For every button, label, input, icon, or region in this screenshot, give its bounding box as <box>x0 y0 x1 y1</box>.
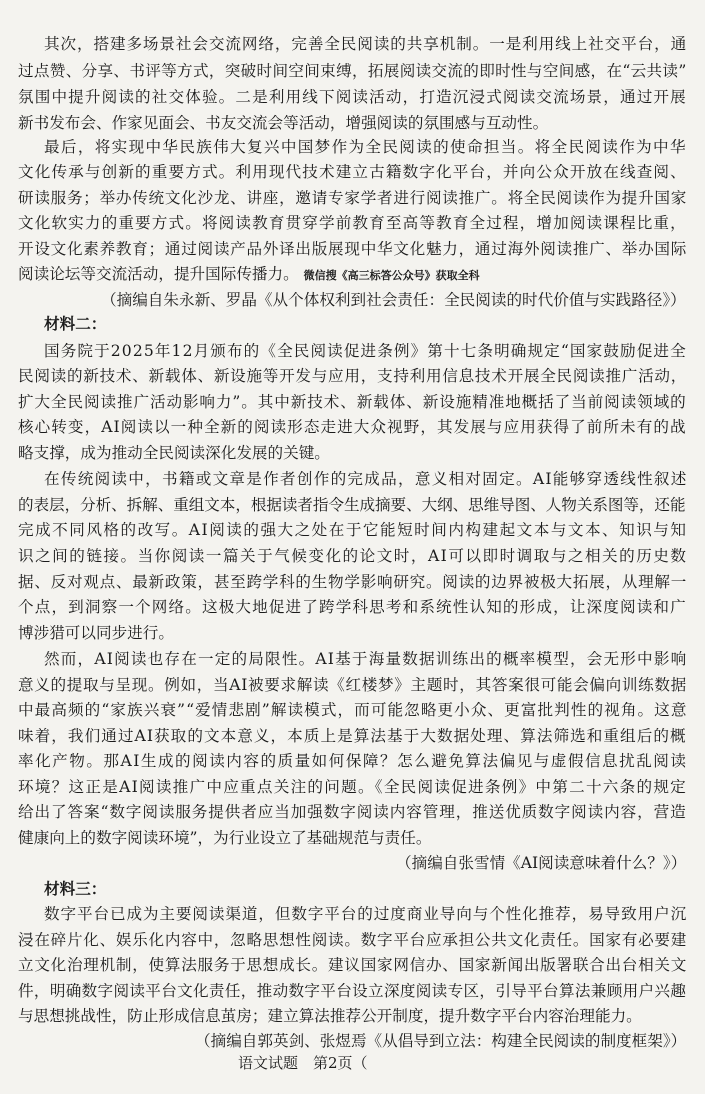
passage2-para3-line: 给出了答案“数字阅读服务提供者应当加强数字阅读内容管理，推送优质数字阅读内容，营造 <box>18 803 687 821</box>
passage2-para2-line: 识之间的链接。当你阅读一篇关于气候变化的论文时，AI可以即时调取与之相关的历史数 <box>18 547 688 565</box>
passage1-source: （摘编自朱永新、罗晶《从个体权利到社会责任：全民阅读的时代价值与实践路径》） <box>101 291 686 309</box>
passage2-para2-line: 个点，到洞察一个网络。这极大地促进了跨学科思考和系统性认知的形成，让深度阅读和广 <box>18 598 687 616</box>
passage2-para1-line: 国务院于2025年12月颁布的《全民阅读促进条例》第十七条明确规定“国家鼓励促进全 <box>44 342 687 360</box>
passage3-para1-line: 与思想挑战性，防止形成信息茧房；建立算法推荐公开制度，提升数字平台内容治理能力。 <box>18 1007 642 1025</box>
passage2-heading: 材料二： <box>44 314 107 333</box>
passage2-para1-line: 核心转变，AI阅读以一种全新的阅读形态走进大众视野，其发展与应用获得了前所未有的战 <box>18 418 687 436</box>
passage2-para3-line: 然而，AI阅读也存在一定的局限性。AI基于海量数据训练出的概率模型，会无形中影响 <box>44 650 688 668</box>
passage2-para3-line: 意义的提取与呈现。例如，当AI被要求解读《红楼梦》主题时，其答案很可能会偏向训练数据 <box>18 676 687 694</box>
passage2-para3-line: 率化产物。那AI生成的阅读内容的质量如何保障？怎么避免算法偏见与虚假信息扰乱阅读 <box>18 752 688 770</box>
passage2-source: （摘编自张雪情《AI阅读意味着什么？》） <box>396 854 687 872</box>
passage1-para1-line: 过点赞、分享、书评等方式，突破时间空间束缚，拓展阅读交流的即时性与空间感，在“云共读” <box>18 62 687 80</box>
passage1-para1-line: 新书发布会、作家见面会、书友交流会等活动，增强阅读的氛围感与互动性。 <box>18 114 549 132</box>
passage3-heading: 材料三： <box>44 879 107 898</box>
passage2-para1-line: 略支撑，成为推动全民阅读深化发展的关键。 <box>18 444 330 462</box>
passage1-para2-line: 文化软实力的重要方式。将阅读教育贯穿学前教育至高等教育全过程，增加阅读课程比重， <box>18 214 687 232</box>
passage2-para1-line: 扩大全民阅读推广活动影响力”。其中新技术、新载体、新设施精准地概括了当前阅读领域的 <box>18 393 687 411</box>
passage3-para1-line: 件，明确数字阅读平台文化责任，推动数字平台设立深度阅读专区，引导平台算法兼顾用户兴趣 <box>18 982 687 1000</box>
passage3-para1-line: 浸在碎片化、娱乐化内容中，忽略思想性阅读。数字平台应承担公共文化责任。国家有必要建 <box>18 931 688 949</box>
passage1-para2-line: 最后，将实现中华民族伟大复兴中国梦作为全民阅读的使命担当。将全民阅读作为中华 <box>44 138 687 156</box>
passage3-source: （摘编自郭英剑、张煜焉《从倡导到立法：构建全民阅读的制度框架》） <box>195 1032 687 1050</box>
passage2-para3-line: 中最高频的“家族兴衰”“爱情悲剧”解读模式，而可能忽略更小众、更富批判性的视角。这意 <box>18 701 688 719</box>
passage1-para2-line: 文化传承与创新的重要方式。利用现代技术建立古籍数字化平台，并向公众开放在线查阅、 <box>18 163 687 181</box>
watermark-text: 微信搜《高三标答公众号》获取全科 <box>303 269 480 282</box>
page-footer: 语文试题 第2页（ <box>238 1054 368 1072</box>
passage2-para2-line: 据、反对观点、最新政策，甚至跨学科的生物学影响研究。阅读的边界被极大拓展，从理解一 <box>18 573 688 591</box>
passage1-para1-line: 其次，搭建多场景社会交流网络，完善全民阅读的共享机制。一是利用线上社交平台，通 <box>44 35 688 53</box>
passage1-para2-line: 阅读论坛等交流活动，提升国际传播力。 微信搜《高三标答公众号》获取全科 <box>18 265 480 283</box>
passage2-para2-line: 的表层，分析、拆解、重组文本，根据读者指令生成摘要、大纲、思维导图、人物关系图等，还能 <box>18 496 686 514</box>
passage2-para1-line: 民阅读的新技术、新载体、新设施等开发与应用，支持利用信息技术开展全民阅读推广活动， <box>18 367 688 385</box>
passage2-para2-line: 博涉猎可以同步进行。 <box>18 624 174 642</box>
passage2-para3-line: 环境？这正是AI阅读推广中应重点关注的问题。《全民阅读促进条例》中第二十六条的规定 <box>18 778 688 796</box>
passage2-para3-line: 健康向上的数字阅读环境”，为行业设立了基础规范与责任。 <box>18 829 432 847</box>
passage2-para3-line: 味着，我们通过AI获取的文本意义，本质上是算法基于大数据处理、算法筛选和重组后的概 <box>18 727 687 745</box>
passage1-para1-line: 氛围中提升阅读的社交体验。二是利用线下阅读活动，打造沉浸式阅读交流场景，通过开展 <box>18 88 687 106</box>
passage2-para2-line: 完成不同风格的改写。AI阅读的强大之处在于它能短时间内构建起文本与文本、知识与知 <box>18 521 688 539</box>
passage3-para1-line: 数字平台已成为主要阅读渠道，但数字平台的过度商业导向与个性化推荐，易导致用户沉 <box>44 905 688 923</box>
passage1-para2-line: 研读服务；举办传统文化沙龙、讲座，邀请专家学者进行阅读推广。将全民阅读作为提升国家 <box>18 189 688 207</box>
passage1-para2-line: 开设文化素养教育；通过阅读产品外译出版展现中华文化魅力，通过海外阅读推广、举办国际 <box>18 240 688 258</box>
passage2-para2-line: 在传统阅读中，书籍或文章是作者创作的完成品，意义相对固定。AI能够穿透线性叙述 <box>44 470 688 488</box>
passage3-para1-line: 立文化治理机制，使算法服务于思想成长。建议国家网信办、国家新闻出版署联合出台相关文 <box>18 956 688 974</box>
